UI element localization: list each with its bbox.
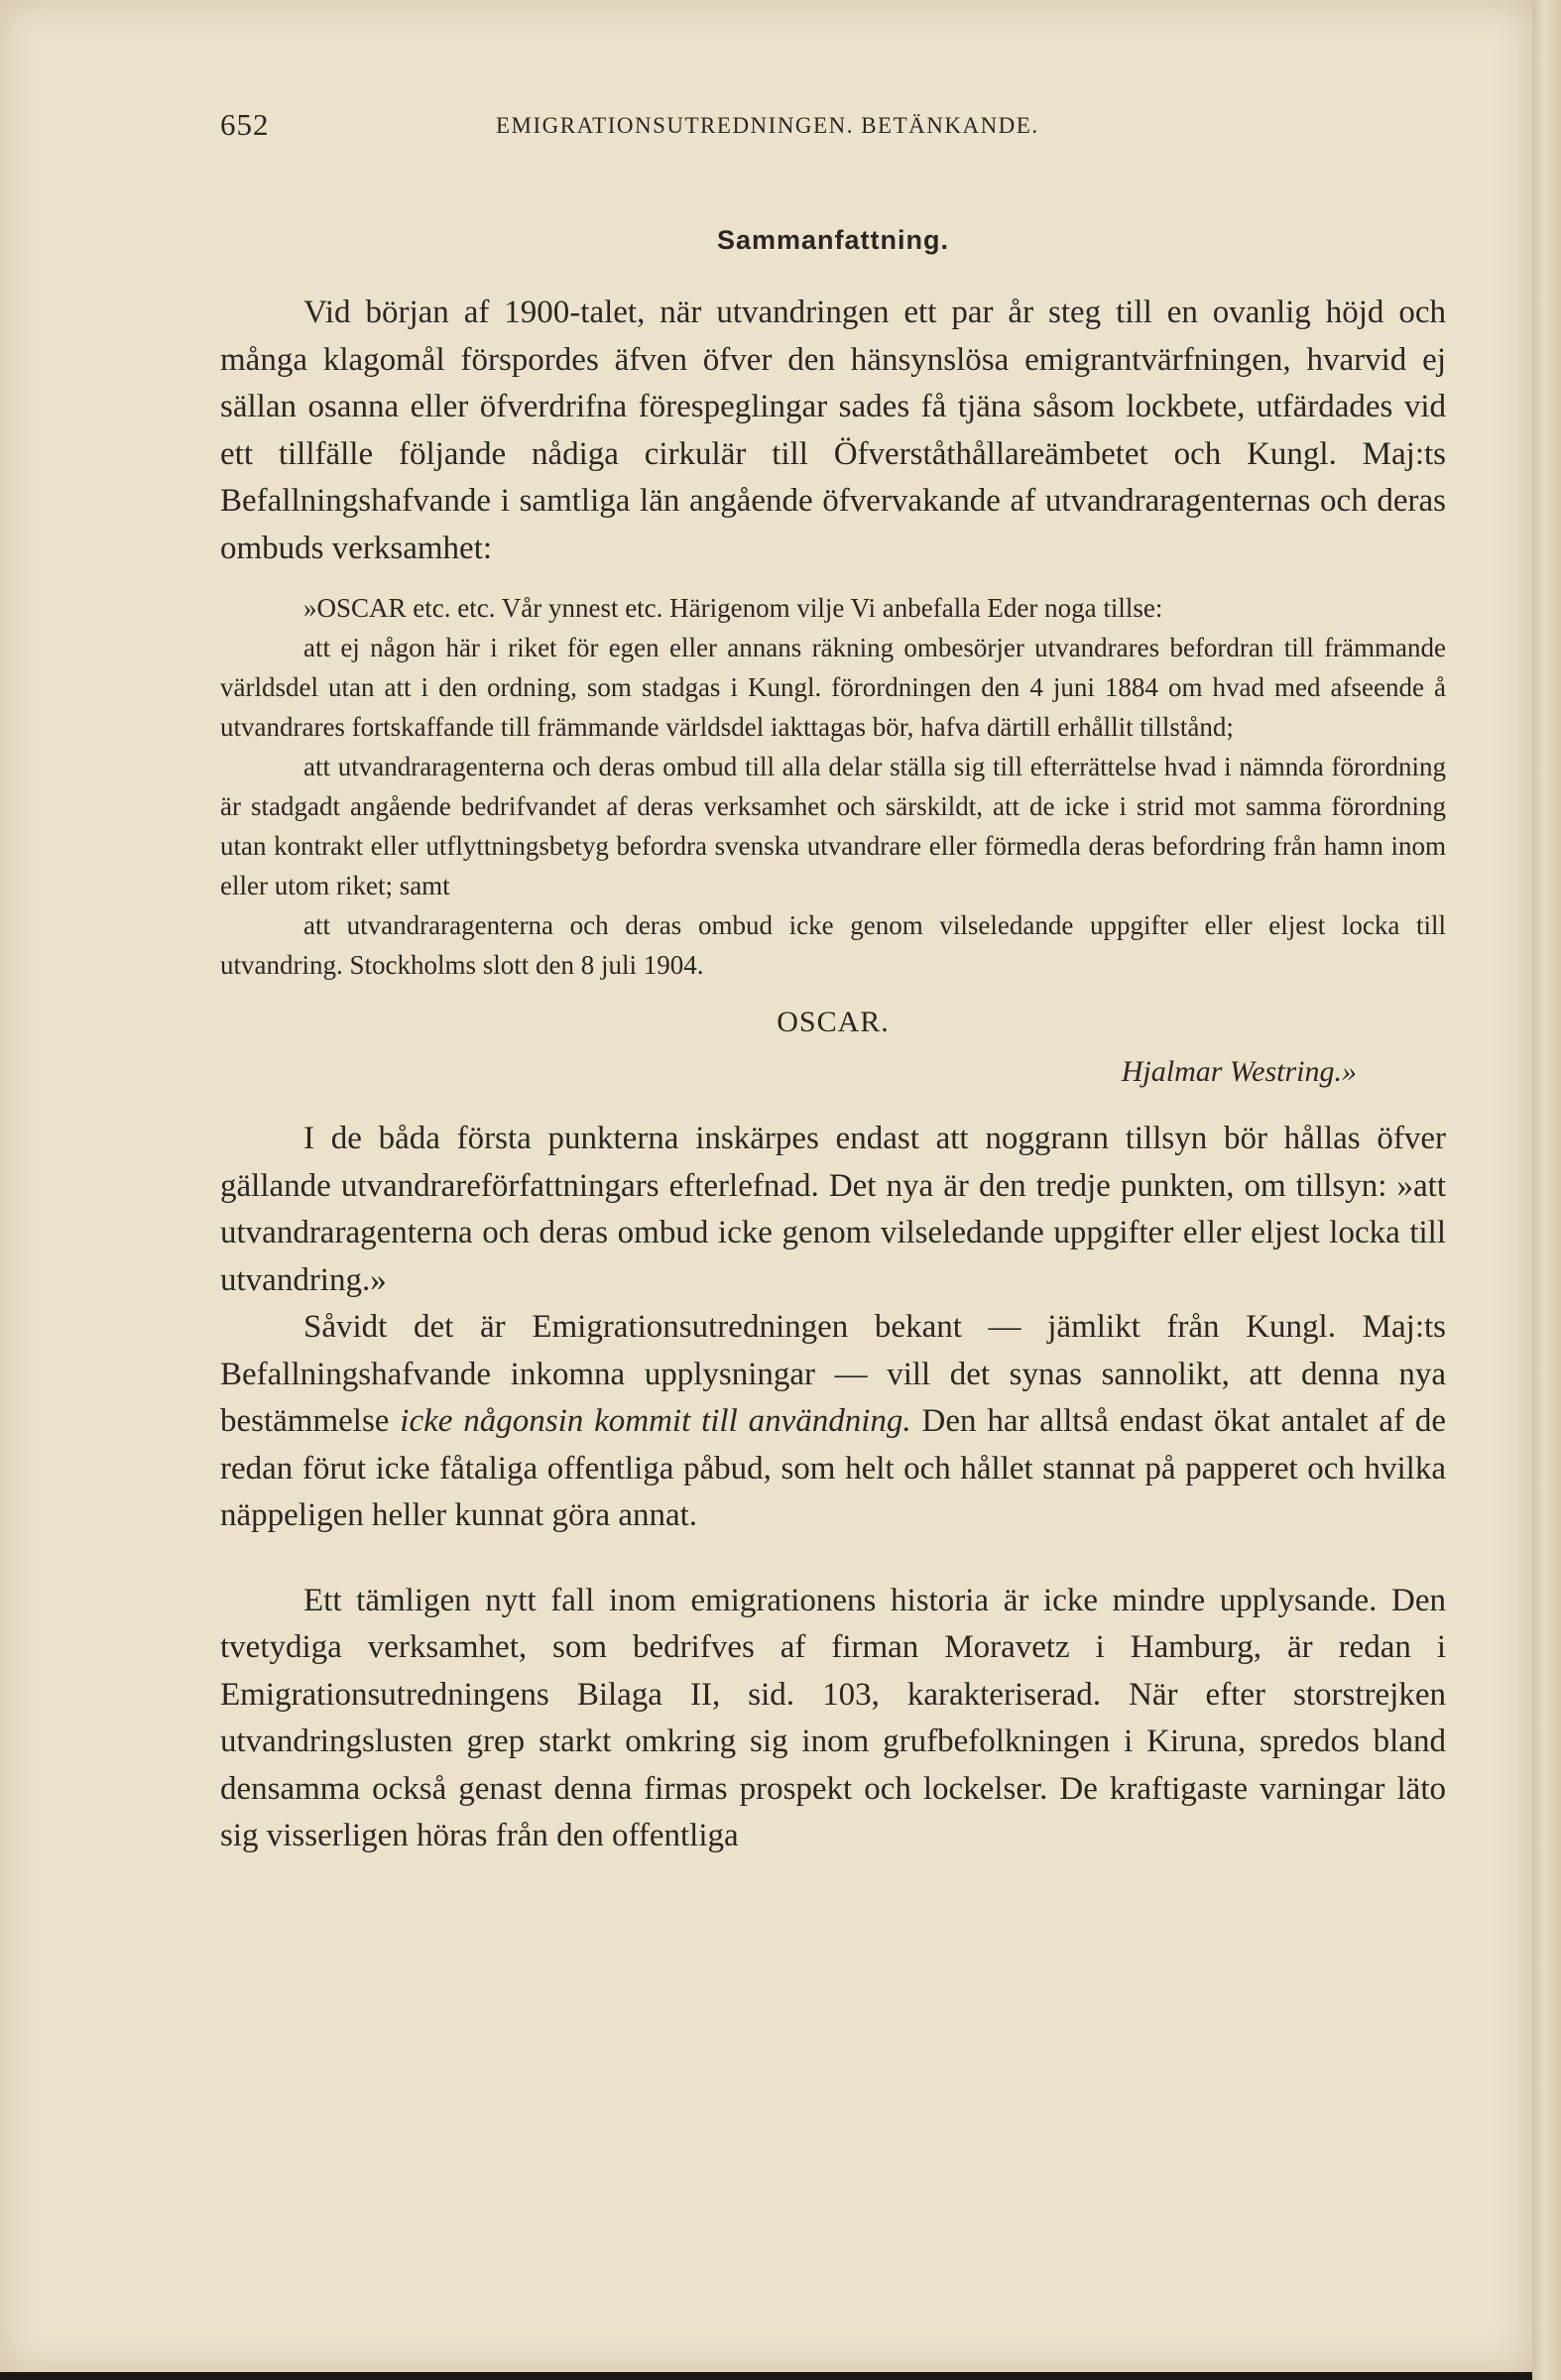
royal-circular — [220, 588, 1446, 1094]
intro-paragraph: Vid början af 1900-talet, när utvandringen ett par år steg till en ovanlig höjd och många klagomål förspordes äfven öfver den hänsynslösa emigrantvärfningen, hvarvid ej sällan osanna eller öfverdrifna förespeglingar sades få tjäna såsom lockbete, utfärdades vid ett tillfälle följande nådiga cirkulär till Öfverståthållareämbetet och Kungl. Maj:ts Befallningshafvande i samtliga län angående öfvervakande af utvandraragenternas och deras ombuds verksamhet: — [220, 295, 1446, 566]
paragraph-anvandning — [220, 1304, 1446, 1540]
running-header — [220, 107, 1450, 147]
running-title: EMIGRATIONSUTREDNINGEN. BETÄNKANDE. — [496, 113, 1039, 138]
circular-point-2: att utvandraragenterna och deras ombud till alla delar ställa sig till efterrättelse hvad i nämnda förordning är stadgadt angående bedrifvandet af deras verksamhet och särskildt, att de icke i strid mot samma förordning utan kontrakt eller utflyttningsbetyg befordra svenska utvandrare eller förmedla deras befordring från hamn inom eller utom riket; samt — [220, 752, 1446, 900]
page-fore-edge — [1532, 0, 1561, 2380]
page-number: 652 — [220, 107, 270, 142]
signature-king: OSCAR. — [777, 1006, 890, 1038]
paragraph-3-part-1: Såvidt det är Emigrationsutredningen bekant — jämlikt från Kungl. Maj:ts Befallningshafvande inkomna upplysningar — vill det synas sannolikt, att denna nya bestämmelse — [220, 1309, 1446, 1439]
section-heading: Sammanfattning. — [716, 225, 950, 255]
page-body — [220, 220, 1446, 1860]
emphasis-phrase: icke någonsin kommit till användning. — [400, 1403, 911, 1439]
paragraph-moravetz: Ett tämligen nytt fall inom emigrationens historia är icke mindre upplysande. Den tvetydiga verksamhet, som bedrifves af firman Moravetz i Hamburg, är redan i Emigrationsutredningens Bilaga II, sid. 103, karakteriserad. När efter storstrejken utvandringslusten grep starkt omkring sig inom grufbefolkningen i Kiruna, spredos bland densamma också genast denna firmas prospekt och lockelser. De kraftigaste varningar läto sig visserligen höras från den offentliga — [220, 1582, 1446, 1853]
circular-point-3: att utvandraragenterna och deras ombud icke genom vilseledande uppgifter eller eljest locka till utvandring. Stockholms slott den 8 juli 1904. — [220, 910, 1446, 980]
signature-minister: Hjalmar Westring.» — [1121, 1055, 1357, 1088]
paragraph-3-part-2: Den har alltså endast ökat antalet af de redan förut icke fåtaliga offentliga påbud, som helt och hållet stannat på papperet och hvilka näppeligen heller kunnat göra annat. — [220, 1403, 1446, 1533]
circular-opening: »OSCAR etc. etc. Vår ynnest etc. Härigenom vilje Vi anbefalla Eder noga tillse: — [303, 593, 1163, 623]
paragraph-tillsyn: I de båda första punkterna inskärpes endast att noggrann tillsyn bör hållas öfver gällande utvandrareförfattningars efterlefnad. Det nya är den tredje punkten, om tillsyn: »att utvandraragenterna och deras ombud icke genom vilseledande uppgifter eller eljest locka till utvandring.» — [220, 1121, 1446, 1298]
circular-point-1: att ej någon här i riket för egen eller annans räkning ombesörjer utvandrares befordran till främmande världsdel utan att i den ordning, som stadgas i Kungl. förordningen den 4 juni 1884 om hvad med afseende å utvandrares fortskaffande till främmande världsdel iakttagas bör, hafva därtill erhållit tillstånd; — [220, 633, 1446, 742]
